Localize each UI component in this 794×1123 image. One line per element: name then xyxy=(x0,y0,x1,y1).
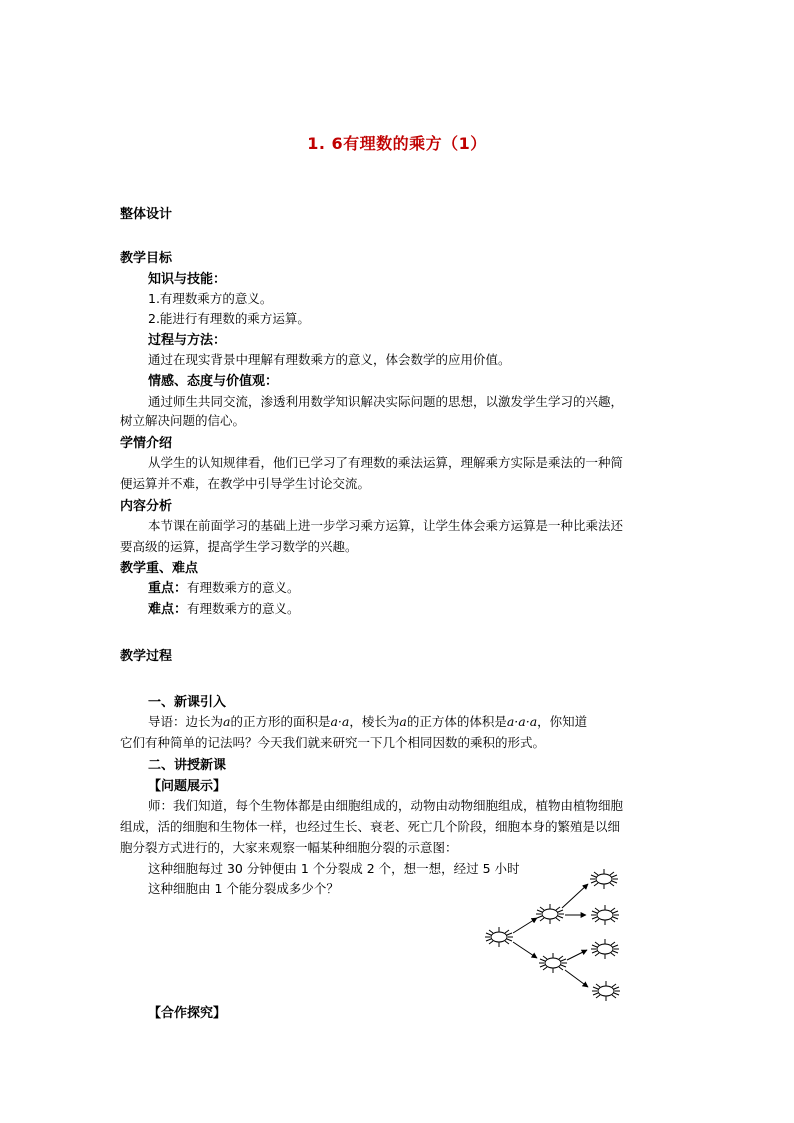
objectives-heading: 教学目标 xyxy=(120,251,173,266)
expression-square: a·a xyxy=(330,714,350,729)
cell-gen2-1 xyxy=(590,869,618,889)
explore-heading: 【合作探究】 xyxy=(148,1006,227,1021)
key-point-label: 重点： xyxy=(148,581,188,596)
cell-gen1-top xyxy=(536,904,564,924)
difficult-point-label: 难点： xyxy=(148,602,188,617)
teacher-text-line1: 师：我们知道，每个生物体都是由细胞组成的，动物由动物细胞组成，植物由植物细胞 xyxy=(148,798,624,813)
variable-a: a xyxy=(399,714,407,729)
key-point-line xyxy=(148,578,300,598)
emotion-heading: 情感、态度与价值观： xyxy=(148,374,279,389)
students-heading: 学情介绍 xyxy=(120,436,173,451)
question-line2: 这种细胞由 1 个能分裂成多少个？ xyxy=(148,881,339,896)
emotion-text-line2: 树立解决问题的信心。 xyxy=(120,413,246,428)
key-point-text: 有理数乘方的意义。 xyxy=(187,580,300,595)
cell-gen2-4 xyxy=(592,981,620,1001)
variable-a: a xyxy=(223,714,231,729)
section-new-lesson-heading: 二、讲授新课 xyxy=(148,758,227,773)
process-method-text: 通过在现实背景中理解有理数乘方的意义，体会数学的应用价值。 xyxy=(148,352,511,367)
teacher-text-line3: 胞分裂方式进行的，大家来观察一幅某种细胞分裂的示意图： xyxy=(120,840,458,855)
content-text-line2: 要高级的运算，提高学生学习数学的兴趣。 xyxy=(120,539,358,554)
content-text-line1: 本节课在前面学习的基础上进一步学习乘方运算，让学生体会乘方运算是一种比乘法还 xyxy=(148,518,624,533)
emotion-text-line1: 通过师生共同交流，渗透利用数学知识解决实际问题的思想，以激发学生学习的兴趣， xyxy=(148,394,624,409)
content-heading: 内容分析 xyxy=(120,499,173,514)
knowledge-item-1: 1.有理数乘方的意义。 xyxy=(148,291,273,306)
page-title: 1. 6有理数的乘方（1） xyxy=(307,134,487,153)
question-line1: 这种细胞每过 30 分钟便由 1 个分裂成 2 个，想一想，经过 5 小时 xyxy=(148,861,520,876)
difficult-point-text: 有理数乘方的意义。 xyxy=(187,601,300,616)
key-points-heading: 教学重、难点 xyxy=(120,561,199,576)
cell-gen0 xyxy=(485,927,513,947)
teacher-text-line2: 组成，活的细胞和生物体一样，也经过生长、衰老、死亡几个阶段，细胞本身的繁殖是以细 xyxy=(120,819,621,834)
overall-design-heading: 整体设计 xyxy=(120,207,173,222)
intro-text-line1: 导语：边长为a的正方形的面积是a·a，棱长为a的正方体的体积是a·a·a，你知道 xyxy=(148,714,588,729)
cell-gen2-2 xyxy=(591,905,619,925)
process-method-heading: 过程与方法： xyxy=(148,333,227,348)
cell-gen1-bottom xyxy=(539,953,567,973)
cell-gen2-3 xyxy=(591,939,619,959)
problem-heading: 【问题展示】 xyxy=(148,779,227,794)
intro-text-line2: 它们有种简单的记法吗？今天我们就来研究一下几个相同因数的乘积的形式。 xyxy=(120,735,546,750)
expression-cube: a·a·a xyxy=(506,714,538,729)
section-intro-heading: 一、新课引入 xyxy=(148,695,227,710)
students-text-line2: 便运算并不难，在教学中引导学生讨论交流。 xyxy=(120,476,371,491)
knowledge-item-2: 2.能进行有理数的乘方运算。 xyxy=(148,311,310,326)
cell-division-diagram xyxy=(470,860,640,1010)
difficult-point-line xyxy=(148,599,300,619)
teaching-process-heading: 教学过程 xyxy=(120,649,173,664)
knowledge-heading: 知识与技能： xyxy=(148,272,227,287)
students-text-line1: 从学生的认知规律看，他们已学习了有理数的乘法运算，理解乘方实际是乘法的一种简 xyxy=(148,455,624,470)
